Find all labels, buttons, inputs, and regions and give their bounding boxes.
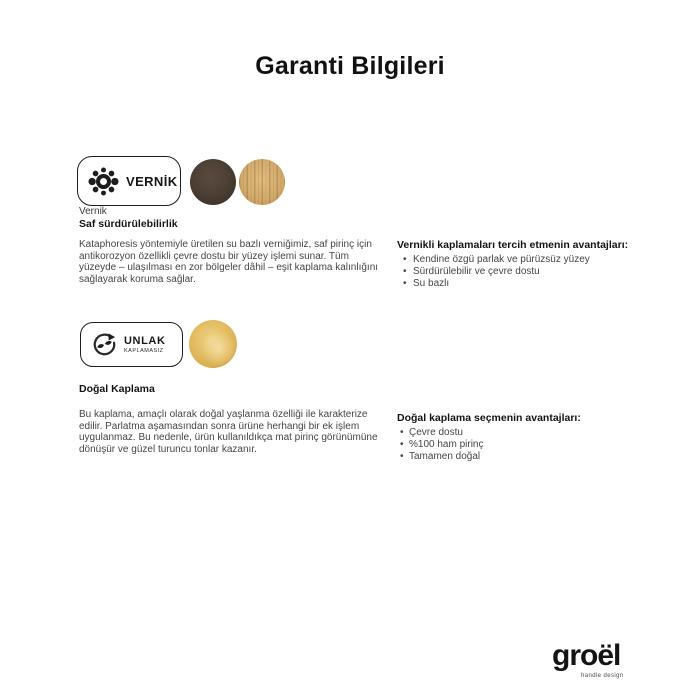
list-item: • Tamamen doğal — [397, 451, 669, 463]
dogal-advantages-list — [397, 427, 669, 463]
brand-logo — [552, 640, 644, 679]
list-item: • Su bazlı — [397, 278, 669, 290]
recycle-arrows-icon — [91, 331, 118, 358]
spray-dots-icon — [87, 165, 120, 198]
page-title: Garanti Bilgileri — [255, 52, 445, 80]
vernik-body-text: Kataphoresis yöntemiyle üretilen su bazlı verniğimiz, saf pirinç için antikorozyon özellikli çevre dostu bir yüzey işlemi sunar. Tüm yüzeyde – ulaşılması en zor bölgeler dâhil – eşit kaplama kalınlığını sağlayarak koruma sağlar. — [79, 239, 379, 286]
brand-logo-subtext: handle design — [581, 673, 624, 679]
unlak-badge — [80, 322, 183, 367]
dogal-heading: Doğal Kaplama — [79, 383, 155, 395]
unlak-badge-label: UNLAK — [124, 334, 166, 347]
list-item: • Sürdürülebilir ve çevre dostu — [397, 266, 669, 278]
vernik-heading: Saf sürdürülebilirlik — [79, 218, 178, 230]
vernik-eyebrow: Vernik — [79, 206, 107, 217]
dogal-body-text: Bu kaplama, amaçlı olarak doğal yaşlanma özelliği ile karakterize edilir. Parlatma aşamasından sonra ürüne herhangi bir ek işlem uygulanmaz. Bu nedenle, ürün kullanıldıkça mat pirinç görünümüne dönüşür ve güzel turuncu tonlar kazanır. — [79, 409, 378, 456]
dogal-advantages-heading: Doğal kaplama seçmenin avantajları: — [397, 412, 581, 424]
swatch-dark-bronze-varnish — [190, 159, 236, 205]
swatch-wood-tone-varnish — [239, 159, 285, 205]
vernik-badge — [77, 156, 181, 206]
vernik-advantages-heading: Vernikli kaplamaları tercih etmenin avantajları: — [397, 239, 629, 251]
list-item: • Çevre dostu — [397, 427, 669, 439]
unlak-badge-sublabel: KAPLAMASIZ — [124, 348, 164, 355]
list-item: • %100 ham pirinç — [397, 439, 669, 451]
dogal-advantages — [397, 412, 669, 463]
vernik-advantages — [397, 239, 669, 290]
list-item: • Kendine özgü parlak ve pürüzsüz yüzey — [397, 254, 669, 266]
vernik-advantages-list — [397, 254, 669, 290]
swatch-raw-brass — [189, 320, 237, 368]
vernik-badge-label: VERNİK — [126, 173, 178, 189]
brand-logo-text: groël — [552, 639, 621, 672]
